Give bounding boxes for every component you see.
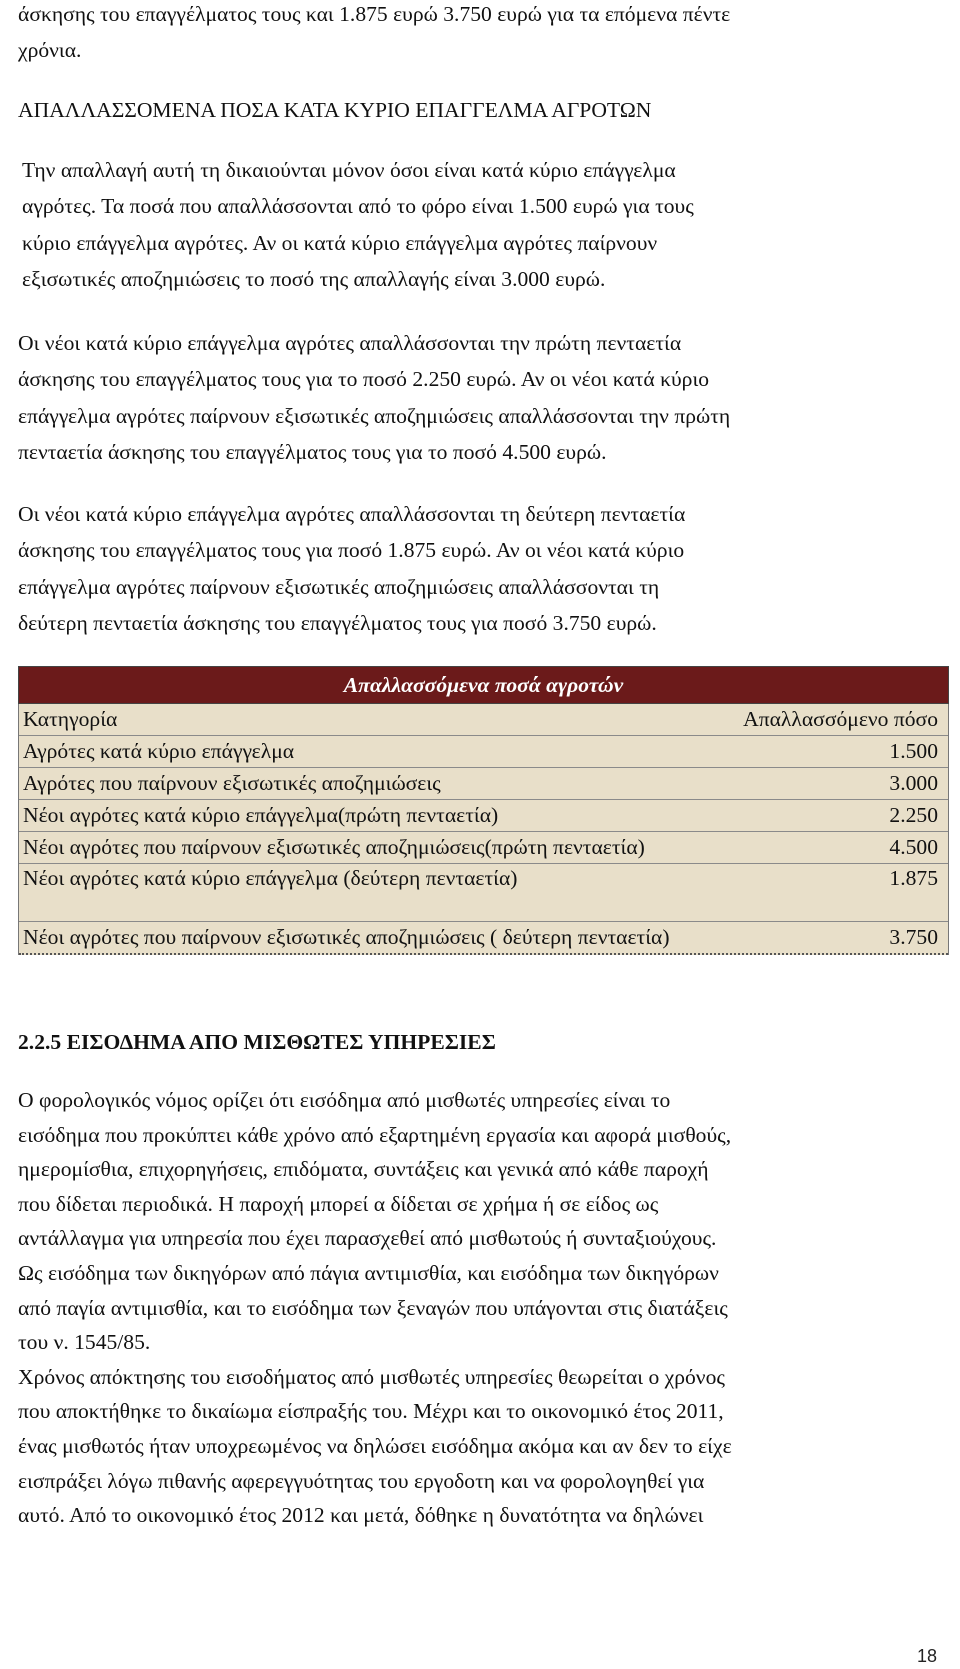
- text-line: εισόδημα που προκύπτει κάθε χρόνο από εξαρτημένη εργασία και αφορά μισθούς,: [18, 1122, 732, 1147]
- text-line: Ο φορολογικός νόμος ορίζει ότι εισόδημα από μισθωτές υπηρεσίες είναι το: [18, 1088, 671, 1112]
- row-category: Νέοι αγρότες κατά κύριο επάγγελμα (δεύτερη πενταετία): [23, 866, 518, 890]
- row-amount: 1.875: [889, 866, 938, 890]
- row-category: Νέοι αγρότες που παίρνουν εξισωτικές αποζημιώσεις(πρώτη πενταετία): [23, 835, 645, 859]
- row-amount: 3.750: [889, 925, 938, 949]
- text-line: αυτό. Από το οικονομικό έτος 2012 και μετά, δόθηκε η δυνατότητα να δηλώνει: [18, 1503, 704, 1528]
- row-category: Αγρότες που παίρνουν εξισωτικές αποζημιώσεις: [23, 771, 441, 795]
- row-amount: 2.250: [889, 803, 938, 827]
- table-row: [19, 922, 948, 955]
- text-line: ένας μισθωτός ήταν υποχρεωμένος να δηλώσει εισόδημα ακόμα και αν δεν το είχε: [18, 1433, 732, 1458]
- text-line: άσκησης του επαγγέλματος τους και 1.875 ευρώ 3.750 ευρώ για τα επόμενα πέντε: [18, 2, 731, 26]
- text-line: που αποκτήθηκε το δικαίωμα είσπραξής του. Μέχρι και το οικονομικό έτος 2011,: [18, 1399, 724, 1424]
- paragraph-a: [22, 152, 694, 297]
- text-line: επάγγελμα αγρότες παίρνουν εξισωτικές αποζημιώσεις απαλλάσσονται την πρώτη: [18, 403, 731, 428]
- row-amount: 3.000: [889, 771, 938, 795]
- paragraph-c: [18, 496, 685, 641]
- text-line: άσκησης του επαγγέλματος τους για ποσό 1.875 ευρώ. Αν οι νέοι κατά κύριο: [18, 538, 685, 563]
- text-line: εξισωτικές αποζημιώσεις το ποσό της απαλλαγής είναι 3.000 ευρώ.: [22, 266, 606, 291]
- text-line: Οι νέοι κατά κύριο επάγγελμα αγρότες απαλλάσσονται την πρώτη πενταετία: [18, 331, 682, 355]
- paragraph-d: [18, 1083, 732, 1533]
- table-row: [19, 832, 948, 864]
- text-line: άσκησης του επαγγέλματος τους για το ποσό 2.250 ευρώ. Αν οι νέοι κατά κύριο: [18, 367, 710, 392]
- table-body: [18, 704, 949, 955]
- text-line: επάγγελμα αγρότες παίρνουν εξισωτικές αποζημιώσεις απαλλάσσονται τη: [18, 574, 660, 599]
- top-paragraph: [18, 0, 730, 69]
- row-category: Νέοι αγρότες που παίρνουν εξισωτικές αποζημιώσεις ( δεύτερη πενταετία): [23, 925, 670, 949]
- text-line: αντάλλαγμα για υπηρεσία που έχει παρασχεθεί από μισθωτούς ή συνταξιούχους.: [18, 1226, 717, 1251]
- paragraph-b: [18, 325, 730, 470]
- page-number: 18: [916, 1646, 937, 1666]
- row-amount: 1.500: [889, 739, 938, 763]
- text-line: ημερομίσθια, επιχορηγήσεις, επιδόματα, συντάξεις και γενικά από κάθε παροχή: [18, 1157, 709, 1182]
- text-line: που δίδεται περιοδικά. Η παροχή μπορεί α δίδεται σε χρήμα ή σε είδος ως: [18, 1191, 659, 1216]
- table-title: Απαλλασσόμενα ποσά αγροτών: [18, 666, 949, 704]
- row-category: Νέοι αγρότες κατά κύριο επάγγελμα(πρώτη πενταετία): [23, 803, 499, 827]
- text-line: δεύτερη πενταετία άσκησης του επαγγέλματος τους για ποσό 3.750 ευρώ.: [18, 610, 657, 635]
- text-line: εισπράξει λόγω πιθανής αφερεγγυότητας του εργοδοτη και να φορολογηθεί για: [18, 1468, 705, 1493]
- table-row: [19, 864, 948, 922]
- text-line: κύριο επάγγελμα αγρότες. Αν οι κατά κύριο επάγγελμα αγρότες παίρνουν: [22, 230, 658, 255]
- text-line: Οι νέοι κατά κύριο επάγγελμα αγρότες απαλλάσσονται τη δεύτερη πενταετία: [18, 502, 686, 526]
- text-line: πενταετία άσκησης του επαγγέλματος τους για το ποσό 4.500 ευρώ.: [18, 439, 607, 464]
- table-row: [19, 736, 948, 768]
- text-line: Την απαλλαγή αυτή τη δικαιούνται μόνον όσοι είναι κατά κύριο επάγγελμα: [22, 158, 676, 182]
- table-header-row: [19, 704, 948, 736]
- row-amount: 4.500: [889, 835, 938, 859]
- header-amount: Απαλλασσόμενο πόσο: [743, 707, 938, 731]
- farmers-heading: ΑΠΑΛΛΑΣΣΟΜΕΝΑ ΠΟΣΑ ΚΑΤΑ ΚΥΡΙΟ ΕΠΑΓΓΕΛΜΑ ΑΓΡΟΤΩΝ: [18, 98, 652, 122]
- header-category: Κατηγορία: [23, 707, 118, 731]
- row-category: Αγρότες κατά κύριο επάγγελμα: [23, 739, 295, 763]
- table-row: [19, 800, 948, 832]
- text-line: χρόνια.: [18, 38, 82, 63]
- table-row: [19, 768, 948, 800]
- section-heading: 2.2.5 ΕΙΣΟΔΗΜΑ ΑΠΟ ΜΙΣΘΩΤΕΣ ΥΠΗΡΕΣΙΕΣ: [18, 1030, 496, 1054]
- text-line: Ως εισόδημα των δικηγόρων από πάγια αντιμισθία, και εισόδημα των δικηγόρων: [18, 1260, 719, 1285]
- farmers-exemption-table: [18, 666, 949, 955]
- text-line: από παγία αντιμισθία, και το εισόδημα των ξεναγών που υπάγονται στις διατάξεις: [18, 1295, 728, 1320]
- text-line: του ν. 1545/85.: [18, 1330, 151, 1355]
- text-line: αγρότες. Τα ποσά που απαλλάσσονται από το φόρο είναι 1.500 ευρώ για τους: [22, 194, 694, 219]
- text-line: Χρόνος απόκτησης του εισοδήματος από μισθωτές υπηρεσίες θεωρείται ο χρόνος: [18, 1364, 725, 1389]
